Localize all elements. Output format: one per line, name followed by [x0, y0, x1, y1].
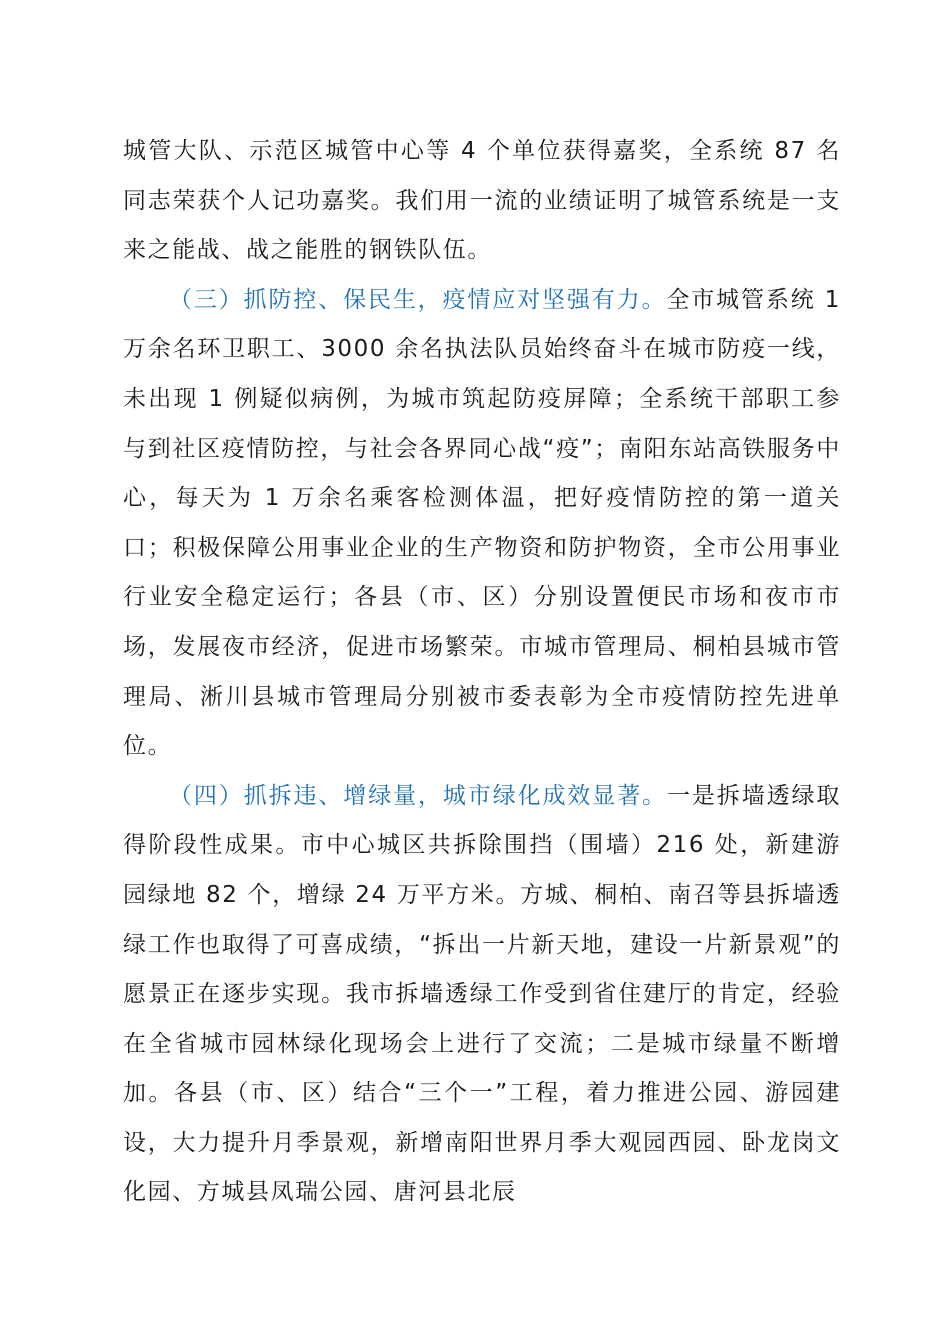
paragraph-epidemic-control — [123, 276, 841, 772]
paragraph-2-body: 全市城管系统 1 万余名环卫职工、3000 余名执法队员始终奋斗在城市防疫一线，未出现 1 例疑似病例，为城市筑起防疫屏障；全系统干部职工参与到社区疫情防控，与社会各界同心战“疫”；南阳东站高铁服务中心，每天为 1 万余名乘客检测体温，把好疫情防控的第一道关口；积极保障公用事业企业的生产物资和防护物资，全市公用事业行业安全稳定运行；各县（市、区）分别设置便民市场和夜市市场，发展夜市经济，促进市场繁荣。市城市管理局、桐柏县城市管理局、淅川县城市管理局分别被市委表彰为全市疫情防控先进单位。 — [123, 286, 841, 760]
section-4-heading: （四）抓拆违、增绿量，城市绿化成效显著。 — [169, 782, 667, 809]
section-3-heading: （三）抓防控、保民生，疫情应对坚强有力。 — [169, 286, 667, 313]
document-body — [123, 127, 841, 1218]
paragraph-3-body: 一是拆墙透绿取得阶段性成果。市中心城区共拆除围挡（围墙）216 处，新建游园绿地 82 个，增绿 24 万平方米。方城、桐柏、南召等县拆墙透绿工作也取得了可喜成绩，“拆出一片新天地，建设一片新景观”的愿景正在逐步实现。我市拆墙透绿工作受到省住建厅的肯定，经验在全省城市园林绿化现场会上进行了交流；二是城市绿量不断增加。各县（市、区）结合“三个一”工程，着力推进公园、游园建设，大力提升月季景观，新增南阳世界月季大观园西园、卧龙岗文化园、方城县凤瑞公园、唐河县北辰 — [123, 782, 841, 1206]
paragraph-1-body: 城管大队、示范区城管中心等 4 个单位获得嘉奖，全系统 87 名同志荣获个人记功嘉奖。我们用一流的业绩证明了城管系统是一支来之能战、战之能胜的钢铁队伍。 — [123, 138, 841, 264]
paragraph-greening — [123, 772, 841, 1218]
paragraph-continuation — [123, 127, 841, 276]
